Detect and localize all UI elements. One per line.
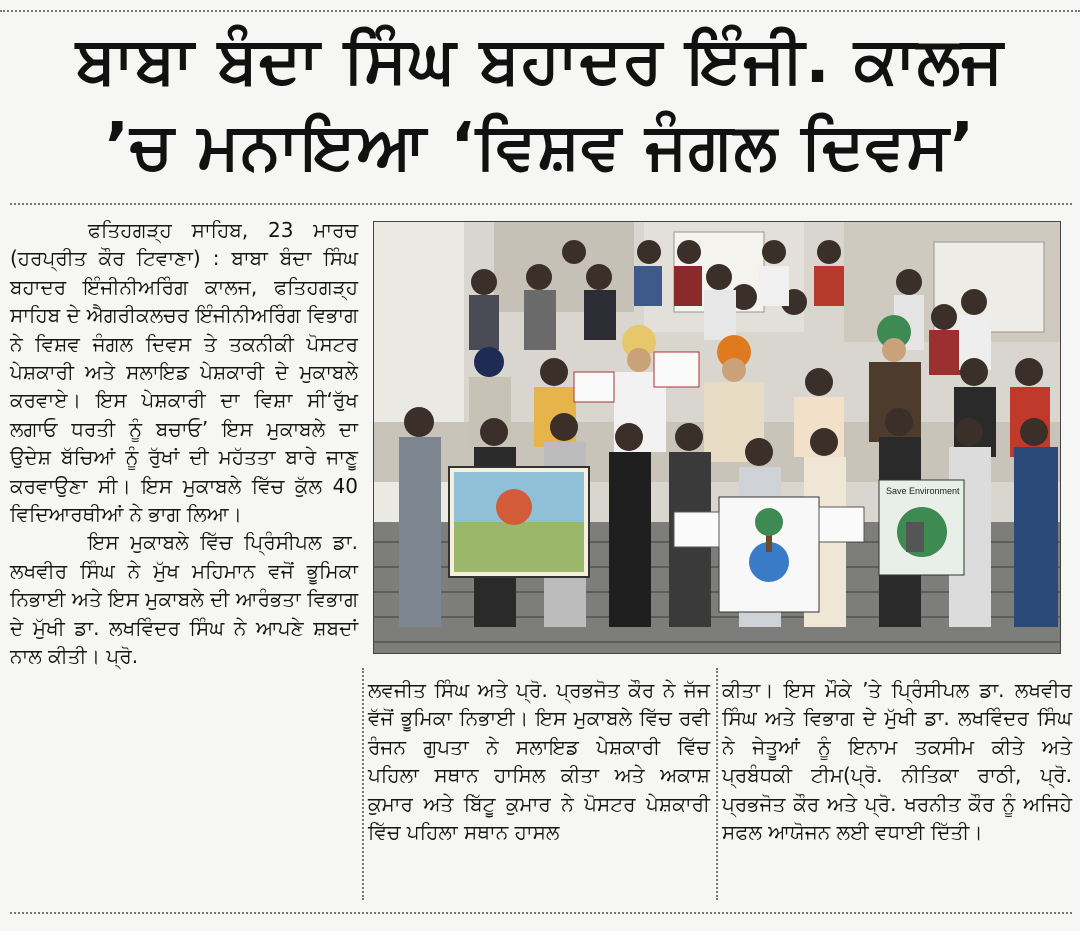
paragraph-2: ਇਸ ਮੁਕਾਬਲੇ ਵਿੱਚ ਪ੍ਰਿੰਸੀਪਲ ਡਾ. ਲਖਵੀਰ ਸਿੰਘ ਨੇ ਮੁੱਖ ਮਹਿਮਾਨ ਵਜੋਂ ਭੂਮਿਕਾ ਨਿਭਾਈ ਅਤੇ ਇਸ ਮੁਕਾਬਲੇ ਦੀ ਆਰੰਭਤਾ ਵਿਭਾਗ ਦੇ ਮੁੱਖੀ ਡਾ. ਲਖਵਿੰਦਰ ਸਿੰਘ ਨੇ ਆਪਣੇ ਸ਼ਬਦਾਂ ਨਾਲ ਕੀਤੀ। ਪ੍ਰੋ. — [10, 530, 358, 669]
poster-caption: Save Environment — [886, 486, 960, 496]
top-border — [0, 10, 1080, 12]
poster-earth-tree — [719, 497, 819, 612]
poster-save-environment — [879, 480, 964, 575]
paragraph-3: ਲਵਜੀਤ ਸਿੰਘ ਅਤੇ ਪ੍ਰੋ. ਪ੍ਰਭਜੋਤ ਕੌਰ ਨੇ ਜੱਜ ਵੱਜੋਂ ਭੂਮਿਕਾ ਨਿਭਾਈ। ਇਸ ਮੁਕਾਬਲੇ ਵਿੱਚ ਰਵੀ ਰੰਜਨ ਗੁਪਤਾ ਨੇ ਸਲਾਇਡ ਪੇਸ਼ਕਾਰੀ ਵਿੱਚ ਪਹਿਲਾ ਸਥਾਨ ਹਾਸਿਲ ਕੀਤਾ ਅਤੇ ਅਕਾਸ਼ ਕੁਮਾਰ ਅਤੇ ਬਿੱਟੂ ਕੁਮਾਰ ਨੇ ਪੋਸਟਰ ਪੇਸ਼ਕਾਰੀ ਵਿੱਚ ਪਹਿਲਾ ਸਥਾਨ ਹਾਸਲ — [368, 678, 710, 845]
headline-line-2: ’ਚ ਮਨਾਇਆ ‘ਵਿਸ਼ਵ ਜੰਗਲ ਦਿਵਸ’ — [104, 110, 976, 184]
paragraph-4: ਕੀਤਾ। ਇਸ ਮੌਕੇ ’ਤੇ ਪ੍ਰਿੰਸੀਪਲ ਡਾ. ਲਖਵੀਰ ਸਿੰਘ ਅਤੇ ਵਿਭਾਗ ਦੇ ਮੁੱਖੀ ਡਾ. ਲਖਵਿੰਦਰ ਸਿੰਘ ਨੇ ਜੇਤੂਆਂ ਨੂੰ ਇਨਾਮ ਤਕਸੀਮ ਕੀਤੇ ਅਤੇ ਪ੍ਰਬੰਧਕੀ ਟੀਮ(ਪ੍ਰੋ. ਨੀਤਿਕਾ ਰਾਠੀ, ਪ੍ਰੋ. ਪ੍ਰਭਜੋਤ ਕੌਰ ਅਤੇ ਪ੍ਰੋ. ਖਰਨੀਤ ਕੌਰ ਨੂੰ ਅਜਿਹੇ ਸਫਲ ਆਯੋਜਨ ਲਈ ਵਧਾਈ ਦਿੱਤੀ। — [722, 678, 1072, 845]
column-rule-1 — [362, 668, 364, 900]
headline-rule — [10, 203, 1072, 205]
poster-drawing-landscape — [449, 467, 589, 577]
group-photo — [373, 221, 1061, 654]
dateline: ਫਤਿਹਗੜ੍ਹ ਸਾਹਿਬ, 23 ਮਾਰਚ (ਹਰਪ੍ਰੀਤ ਕੌਰ ਟਿਵਾਣਾ) : — [10, 218, 358, 271]
group-photo-illustration — [374, 222, 1060, 653]
article-column-2 — [368, 676, 710, 846]
headline-line-1: ਬਾਬਾ ਬੰਦਾ ਸਿੰਘ ਬਹਾਦਰ ਇੰਜੀ. ਕਾਲਜ — [76, 24, 1004, 98]
article-column-3 — [722, 676, 1072, 846]
paragraph-1-body: ਬਾਬਾ ਬੰਦਾ ਸਿੰਘ ਬਹਾਦਰ ਇੰਜੀਨੀਅਰਿੰਗ ਕਾਲਜ, ਫਤਿਹਗੜ੍ਹ ਸਾਹਿਬ ਦੇ ਐਗਰੀਕਲਚਰ ਇੰਜੀਨੀਅਰਿੰਗ ਵਿਭਾਗ ਨੇ ਵਿਸ਼ਵ ਜੰਗਲ ਦਿਵਸ ਤੇ ਤਕਨੀਕੀ ਪੋਸਟਰ ਪੇਸ਼ਕਾਰੀ ਅਤੇ ਸਲਾਇਡ ਪੇਸ਼ਕਾਰੀ ਦੇ ਮੁਕਾਬਲੇ ਕਰਵਾਏ। ਇਸ ਪੇਸ਼ਕਾਰੀ ਦਾ ਵਿਸ਼ਾ ਸੀ‘ਰੁੱਖ ਲਗਾਓ ਧਰਤੀ ਨੂੰ ਬਚਾਓ’ ਇਸ ਮੁਕਾਬਲੇ ਦਾ ਉਦੇਸ਼ ਬੱਚਿਆਂ ਨੂੰ ਰੁੱਖਾਂ ਦੀ ਮਹੱਤਤਾ ਬਾਰੇ ਜਾਣੂ ਕਰਵਾਉਣਾ ਸੀ। ਇਸ ਮੁਕਾਬਲੇ ਵਿੱਚ ਕੁੱਲ 40 ਵਿਦਿਆਰਥੀਆਂ ਨੇ ਭਾਗ ਲਿਆ। — [10, 246, 358, 527]
bottom-rule — [10, 912, 1072, 914]
article-column-1 — [10, 216, 358, 671]
paragraph-1 — [10, 216, 358, 528]
column-rule-2 — [716, 668, 718, 900]
